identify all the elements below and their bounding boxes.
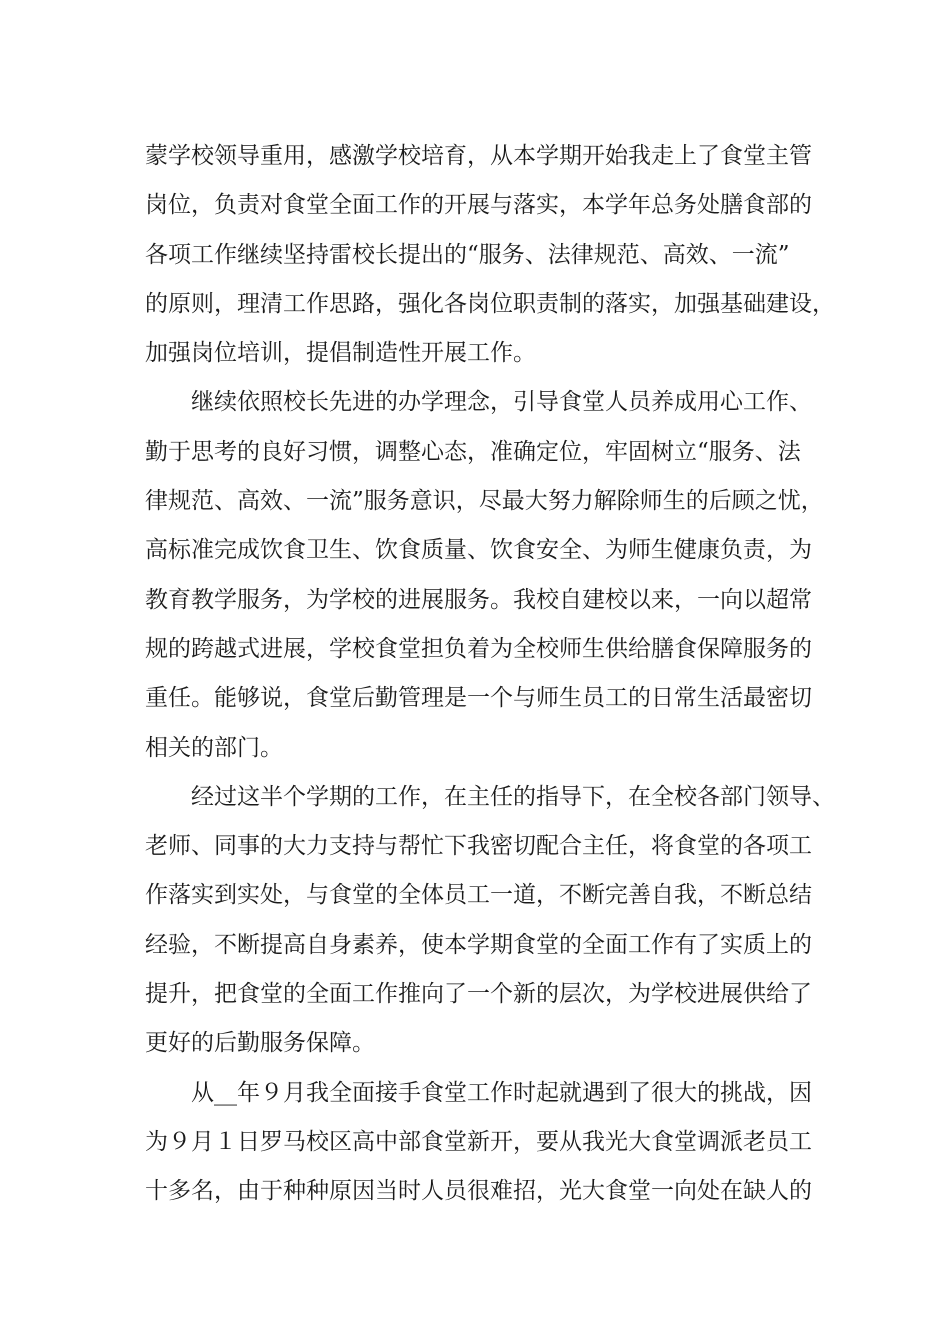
text-line: 蒙学校领导重用，感激学校培育，从本学期开始我走上了食堂主管 xyxy=(145,143,812,169)
text-line: 各项工作继续坚持雷校长提出的“服务、法律规范、高效、一流” xyxy=(145,241,790,268)
document-body xyxy=(145,132,835,1217)
text-line: 更好的后勤服务保障。 xyxy=(145,1030,375,1057)
text-line: 提升，把食堂的全面工作推向了一个新的层次，为学校进展供给了 xyxy=(145,981,812,1008)
text-line: 作落实到实处，与食堂的全体员工一道，不断完善自我，不断总结 xyxy=(145,882,812,909)
text-line: 勤于思考的良好习惯，调整心态，准确定位，牢固树立“服务、法 xyxy=(145,438,801,465)
paragraph-first-line: 经过这半个学期的工作，在主任的指导下，在全校各部门领导、 xyxy=(191,783,835,810)
text-line: 律规范、高效、一流”服务意识，尽最大努力解除师生的后顾之忧， xyxy=(145,488,824,515)
text-line: 教育教学服务，为学校的进展服务。我校自建校以来，一向以超常 xyxy=(145,586,812,613)
text-line: 岗位，负责对食堂全面工作的开展与落实，本学年总务处膳食部的 xyxy=(145,192,812,219)
text-line: 为９月１日罗马校区高中部食堂新开，要从我光大食堂调派老员工 xyxy=(145,1128,812,1155)
text-line: 重任。能够说，食堂后勤管理是一个与师生员工的日常生活最密切 xyxy=(145,685,812,712)
text-line: 经验，不断提高自身素养，使本学期食堂的全面工作有了实质上的 xyxy=(145,931,812,958)
text-line: 相关的部门。 xyxy=(145,734,283,761)
text-line: 加强岗位培训，提倡制造性开展工作。 xyxy=(145,340,536,367)
text-line: 高标准完成饮食卫生、饮食质量、饮食安全、为师生健康负责，为 xyxy=(145,537,812,564)
text-line: 规的跨越式进展，学校食堂担负着为全校师生供给膳食保障服务的 xyxy=(145,635,812,662)
paragraph-first-line: 从__年９月我全面接手食堂工作时起就遇到了很大的挑战，因 xyxy=(191,1079,812,1106)
text-line: 的原则，理清工作思路，强化各岗位职责制的落实，加强基础建设， xyxy=(145,290,835,317)
paragraph-first-line: 继续依照校长先进的办学理念，引导食堂人员养成用心工作、 xyxy=(191,389,812,416)
text-line: 十多名，由于种种原因当时人员很难招，光大食堂一向处在缺人的 xyxy=(145,1178,812,1205)
text-line: 老师、同事的大力支持与帮忙下我密切配合主任，将食堂的各项工 xyxy=(145,833,812,860)
